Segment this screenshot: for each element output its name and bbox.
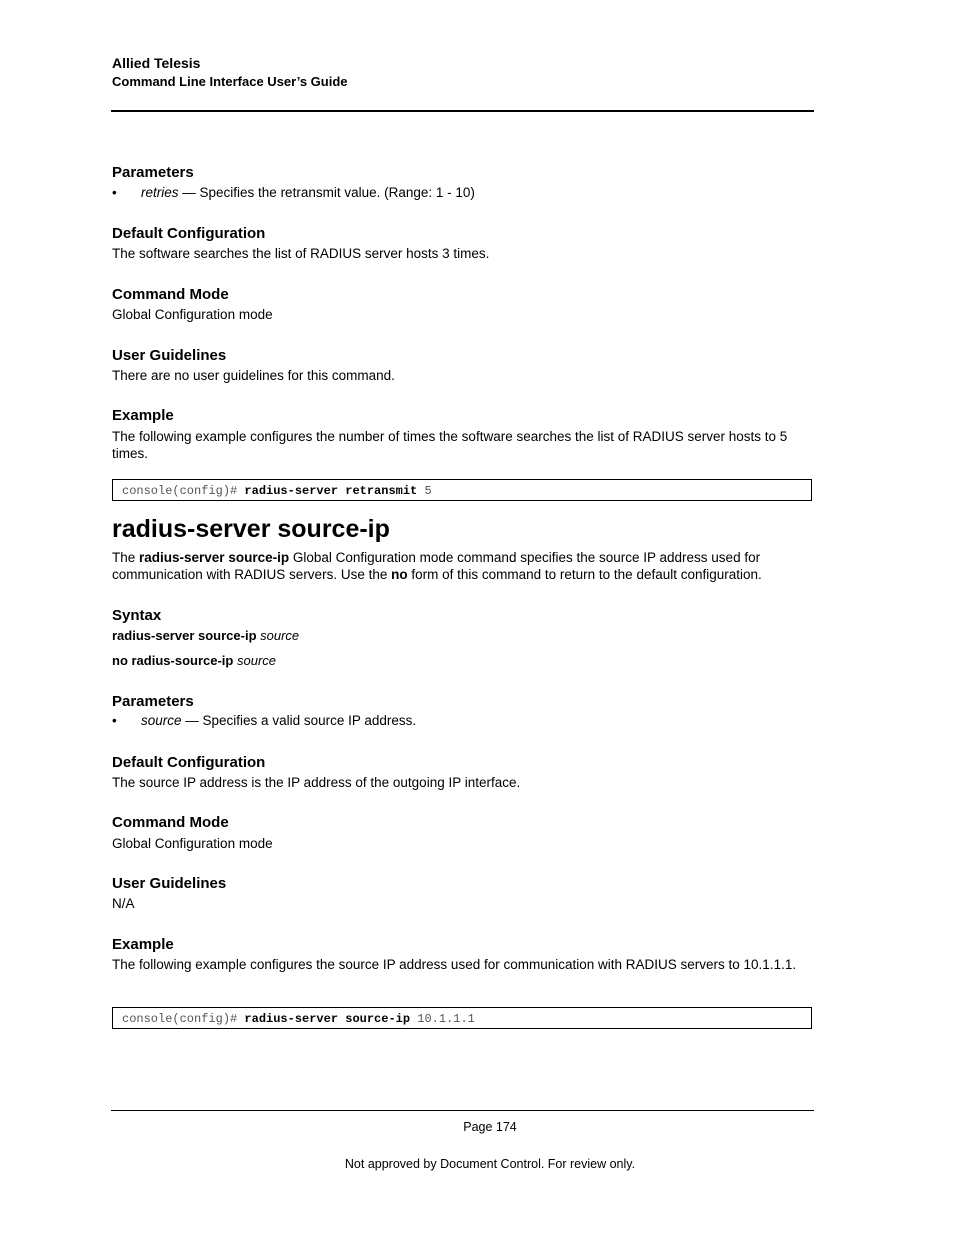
code-prompt: console(config)# bbox=[122, 484, 245, 498]
parameter-description: — Specifies a valid source IP address. bbox=[181, 713, 417, 728]
parameter-item bbox=[141, 713, 416, 728]
example-heading: Example bbox=[112, 936, 174, 953]
syntax-argument: source bbox=[236, 653, 277, 668]
code-prompt: console(config)# bbox=[122, 1012, 245, 1026]
command-intro bbox=[112, 549, 812, 583]
default-config-heading: Default Configuration bbox=[112, 754, 266, 771]
command-mode-text: Global Configuration mode bbox=[112, 836, 273, 851]
command-mode-heading: Command Mode bbox=[112, 814, 229, 831]
user-guidelines-heading: User Guidelines bbox=[112, 875, 227, 892]
parameter-item bbox=[141, 185, 475, 200]
command-title: radius-server source-ip bbox=[112, 515, 390, 543]
parameters-heading: Parameters bbox=[112, 693, 194, 710]
header-guide-title: Command Line Interface User’s Guide bbox=[112, 74, 348, 89]
parameter-description: — Specifies the retransmit value. (Range: 1 - 10) bbox=[178, 185, 475, 200]
example-heading: Example bbox=[112, 407, 174, 424]
intro-no-keyword: no bbox=[391, 567, 408, 582]
syntax-heading: Syntax bbox=[112, 607, 162, 624]
code-argument: 10.1.1.1 bbox=[410, 1012, 475, 1026]
default-config-text: The source IP address is the IP address of the outgoing IP interface. bbox=[112, 775, 521, 790]
bullet: • bbox=[112, 185, 117, 200]
code-command: radius-server source-ip bbox=[244, 1012, 411, 1026]
user-guidelines-text: There are no user guidelines for this command. bbox=[112, 368, 395, 383]
syntax-command: radius-server source-ip bbox=[112, 628, 257, 643]
code-argument: 5 bbox=[417, 484, 432, 498]
header-divider bbox=[111, 110, 814, 112]
footer-divider bbox=[111, 1110, 814, 1111]
bullet: • bbox=[112, 713, 117, 728]
page-number: Page 174 bbox=[463, 1120, 517, 1134]
header-company: Allied Telesis bbox=[112, 55, 201, 71]
example-text: The following example configures the number of times the software searches the list of RADIUS server hosts to 5 times. bbox=[112, 429, 788, 461]
command-mode-text: Global Configuration mode bbox=[112, 307, 273, 322]
intro-text: form of this command to return to the default configuration. bbox=[407, 567, 762, 582]
command-mode-heading: Command Mode bbox=[112, 286, 229, 303]
default-config-heading: Default Configuration bbox=[112, 225, 266, 242]
intro-text: Global Configuration mode command specifies the source IP address used for communication with RADIUS servers. Use the bbox=[112, 550, 761, 582]
review-note: Not approved by Document Control. For review only. bbox=[344, 1157, 636, 1171]
code-command: radius-server retransmit bbox=[244, 484, 418, 498]
syntax-line bbox=[112, 652, 812, 669]
parameters-heading: Parameters bbox=[112, 164, 194, 181]
intro-command: radius-server source-ip bbox=[139, 550, 290, 565]
syntax-argument: source bbox=[260, 628, 300, 643]
code-example bbox=[112, 1007, 812, 1029]
user-guidelines-heading: User Guidelines bbox=[112, 347, 227, 364]
syntax-command: no radius-source-ip bbox=[112, 653, 234, 668]
example-text: The following example configures the source IP address used for communication with RADIUS servers to 10.1.1.1. bbox=[112, 957, 797, 972]
syntax-line bbox=[112, 627, 812, 644]
user-guidelines-text: N/A bbox=[112, 896, 135, 911]
parameter-name: source bbox=[141, 713, 182, 728]
code-example bbox=[112, 479, 812, 501]
parameter-name: retries bbox=[141, 185, 179, 200]
default-config-text: The software searches the list of RADIUS server hosts 3 times. bbox=[112, 246, 490, 261]
intro-text: The bbox=[112, 550, 140, 565]
